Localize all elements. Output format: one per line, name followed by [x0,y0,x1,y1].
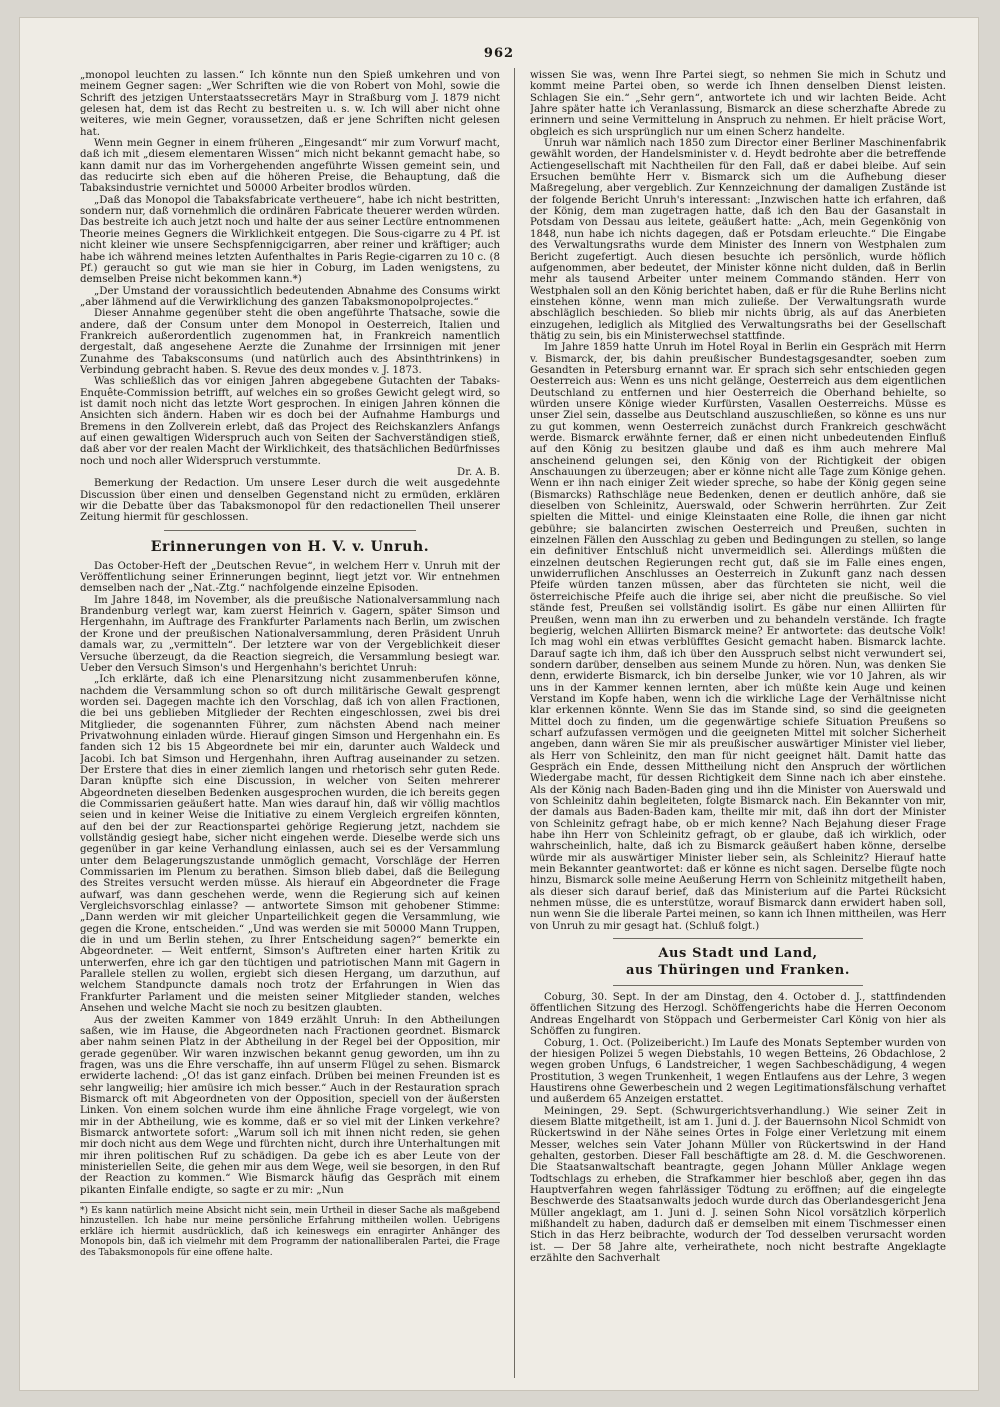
page-number: 962 [483,46,515,61]
article-title: Erinnerungen von H. V. v. Unruh. [150,538,430,555]
section-title: Aus Stadt und Land, [658,946,818,962]
paragraph: Aus der zweiten Kammer von 1849 erzählt Unruh: In den Abtheilungen saßen, wie im Hause, die Abgeordneten nach Fractionen geordnet. Bismarck aber nahm seinen Platz in der Abtheilung in der Regel bei der Opposition, mir gerade gegenüber. Wir waren inzwischen bekannt genug geworden, um ihn zu fragen, was uns die Ehre verschaffe, ihn auf unserm Flügel zu sehen. Bismarck erwiderte lachend: „O! das ist ganz einfach. Drüben bei meinen Freunden ist es sehr langweilig; hier amüsire ich mich besser.“ Auch in der Restauration sprach Bismarck oft mit Abgeordneten von der Opposition, speciell von der äußersten Linken. Von einem solchen wurde ihm eine ähnliche Frage vorgelegt, wie von mir in der Abtheilung, wie es komme, daß er so viel mit der Linken verkehre? Bismarck antwortete sofort: „Warum soll ich mit ihnen nicht reden, sie gehen mir doch nicht aus dem Wege und fürchten nicht, durch ihre Unterhaltungen mit mir ihren politischen Ruf zu schädigen. Da gebe ich es aber Leute von der ministeriellen Seite, die gehen mir aus dem Wege, weil sie besorgen, in den Ruf der Reaction zu kommen.“ Wie Bismarck häufig das Gespräch mit einem pikanten Einfalle endigte, so sagte er zu mir: „Nun [80,1014,500,1196]
signature: Dr. A. B. [457,467,500,479]
paragraph: Coburg, 1. Oct. (Polizeibericht.) Im Laufe des Monats September wurden von der hiesigen Polizei 5 wegen Diebstahls, 10 wegen Betteins, 26 Obdachlose, 2 wegen groben Unfugs, 6 Landstreicher, 1 wegen Sachbeschädigung, 4 wegen Prostitution, 3 wegen Trunkenheit, 1 wegen Entlaufens aus der Lehre, 3 wegen Haustirens ohne Gewerbeschein und 2 wegen Legitimationsfälschung verhaftet und außerdem 65 Anzeigen erstattet. [530,1037,946,1106]
paragraph: Das October-Heft der „Deutschen Revue“, in welchem Herr v. Unruh mit der Veröffentlichung seiner Erinnerungen beginnt, liegt jetzt vor. Wir entnehmen demselben nach der „Nat.-Ztg.“ nachfolgende einzelne Episoden. [80,560,500,595]
divider [613,985,863,986]
paragraph: „Daß das Monopol die Tabaksfabricate vertheuere“, habe ich nicht bestritten, sondern nur, daß vornehmlich die ordinären Fabricate theuerer werden würden. Das bestreite ich auch jetzt noch und halte der aus seiner Lectüre entnommenen Theorie meines Gegners die Wirklichkeit entgegen. Die Sous-cigarre zu 4 Pf. ist nicht kleiner wie unsere Sechspfennigcigarren, aber reiner und kräftiger; auch habe ich während meines letzten Aufenthaltes in Paris Regie-cigarren zu 10 c. (8 Pf.) geraucht so gut wie man sie hier in Coburg, im Laden wenigstens, zu demselben Preise nicht bekommen kann.*) [80,194,500,286]
newspaper-page [20,18,978,1390]
section-subtitle: aus Thüringen und Franken. [626,963,850,979]
paragraph: Im Jahre 1848, im November, als die preußische Nationalversammlung nach Brandenburg verlegt war, kam zuerst Heinrich v. Gagern, später Simson und Hergenhahn, im Auftrage des Frankfurter Parlaments nach Berlin, um zwischen der Krone und der preußischen Nationalversammlung, deren Präsident Unruh damals war, zu „vermitteln“. Der letztere war von der Vergeblichkeit dieser Versuche überzeugt, da die Reaction siegreich, die Versammlung besiegt war. Ueber den Versuch Simson's und Hergenhahn's berichtet Unruh: [80,594,500,674]
paragraph: Im Jahre 1859 hatte Unruh im Hotel Royal in Berlin ein Gespräch mit Herrn v. Bismarck, der, bis dahin preußischer Bundestagsgesandter, soeben zum Gesandten in Petersburg ernannt war. Er sprach sich sehr entschieden gegen Oesterreich aus: Wenn es uns nicht gelänge, Oesterreich aus dem eigentlichen Deutschland zu entfernen und hier Oesterreich die Oberhand behielte, so würden unsere Könige wieder Kurfürsten, Vasallen Oesterreichs. Müsse es unser Ziel sein, dasselbe aus Deutschland auszuschließen, so könne es uns nur zu gut kommen, wenn Oesterreich zunächst durch Frankreich geschwächt werde. Bismarck erwähnte ferner, daß er einen nicht unbedeutenden Einfluß auf den König zu besitzen glaube und daß es ihm auch mehrere Mal anscheinend gelungen sei, den König von der Richtigkeit der obigen Anschauungen zu überzeugen; aber er könne nicht alle Tage zum Könige gehen. Wenn er ihn nach einiger Zeit wieder spreche, so habe der König gegen seine (Bismarcks) Rathschläge neue Bedenken, denen er deutlich anhöre, daß sie dieselben von Schleinitz, Auerswald, oder Schwerin herrührten. Zur Zeit spielten die Mittel- und einige Kleinstaaten eine Rolle, die ihnen gar nicht gebühre; sie balancirten zwischen Oesterreich und Preußen, suchten in einzelnen Fällen den Ausschlag zu geben und Bedingungen zu stellen, so lange ein definitiver Entschluß nicht unvermeidlich sei. Allerdings müßten die einzelnen deutschen Regierungen recht gut, daß sie im Falle eines engen, unwiderruflichen Anschlusses an Oesterreich in Zukunft ganz nach dessen Pfeife würden tanzen müssen, aber das fürchteten sie nicht, weil die österreichische Pfeife auch die ihrige sei, aber nicht die preußische. So viel stände fest, Preußen sei vollständig isolirt. Es gäbe nur einen Alliirten für Preußen, wenn man ihn zu erwerben und zu behandeln verstände. Ich fragte begierig, welchen Alliirten Bismarck meine? Er antwortete: das deutsche Volk! Ich mag wohl ein etwas verblüfftes Gesicht gemacht haben. Bismarck lachte. Darauf sagte ich ihm, daß ich über den Ausspruch selbst nicht verwundert sei, sondern darüber, denselben aus seinem Munde zu hören. Nun, was denken Sie denn, erwiderte Bismarck, ich bin derselbe Junker, wie vor 10 Jahren, als wir uns in der Kammer kennen lernten, aber ich müßte kein Auge und keinen Verstand im Kopfe haben, wenn ich die wirkliche Lage der Verhältnisse nicht klar erkennen könnte. Wenn Sie das im Stande sind, so sind die geeigneten Mittel doch zu finden, um die gegenwärtige schiefe Situation Preußens so scharf aufzufassen vermögen und die geeigneten Mittel mit solcher Sicherheit angeben, dann wären Sie mir als preußischer auswärtiger Minister viel lieber, als Herr von Schleinitz, den man für nicht geeignet hält. Damit hatte das Gespräch ein Ende, dessen Mittheilung nicht den Anspruch der wörtlichen Wiedergabe macht, für dessen Richtigkeit dem Sinne nach ich aber einstehe. Als der König nach Baden-Baden ging und ihn die Minister von Auerswald und von Schleinitz dahin begleiteten, folgte Bismarck nach. Ein Bekannter von mir, der damals aus Baden-Baden kam, theilte mir mit, daß ihn dort der Minister von Schleinitz gefragt habe, ob er mich kenne? Nach Bejahung dieser Frage habe ihn Herr von Schleinitz gefragt, ob er glaube, daß ich wirklich, oder wahrscheinlich, halte, daß ich zu Bismarck geäußert haben könne, derselbe würde mir als auswärtiger Minister lieber sein, als Schleinitz? Hierauf hatte mein Bekannter geantwortet: daß er könne es nicht sagen. Derselbe fügte noch hinzu, Bismarck solle meine Aeußerung Herrn von Schleinitz mitgetheilt haben, als dieser sich darauf berief, daß das Ministerium auf die Partei Rücksicht nehmen müsse, die es unterstütze, worauf Bismarck dann erwidert haben soll, nun wenn Sie die liberale Partei meinen, so kann ich Ihnen mittheilen, was Herr von Unruh zu mir gesagt hat. (Schluß folgt.) [530,342,946,932]
paragraph: „Ich erklärte, daß ich eine Plenarsitzung nicht zusammenberufen könne, nachdem die Versammlung schon so oft durch militärische Gewalt gesprengt worden sei. Dagegen machte ich den Vorschlag, daß ich von allen Fractionen, die bei uns geblieben Mitglieder der Rechten eingeschlossen, zwei bis drei Mitglieder, die sogenannten Führer, zum nächsten Abend nach meiner Privatwohnung einladen würde. Hierauf gingen Simson und Hergenhahn ein. Es fanden sich 12 bis 15 Abgeordnete bei mir ein, darunter auch Waldeck und Jacobi. Ich bat Simson und Hergenhahn, ihren Auftrag auseinander zu setzen. Der Erstere that dies in einer ziemlich langen und rhetorisch sehr guten Rede. Daran knüpfte sich eine Discussion, in welcher von Seiten mehrerer Abgeordneten dieselben Bedenken ausgesprochen wurden, die ich bereits gegen die Commissarien geäußert hatte. Man wies darauf hin, daß wir völlig machtlos seien und in keiner Weise die Initiative zu einem Vergleich ergreifen könnten, auf den bei der zur Reactionspartei gehörige Regierung jetzt, nachdem sie vollständig gesiegt habe, sicher nicht eingehen werde. Dieselbe werde sich uns gegenüber in gar keine Verhandlung einlassen, auch sei es der Versammlung unter dem Belagerungszustande unmöglich gemacht, Vorschläge der Herren Commissarien im Plenum zu berathen. Simson blieb dabei, daß die Beilegung des Streites versucht werden müsse. Als hierauf ein Abgeordneter die Frage aufwarf, was dann geschehen werde, wenn die Regierung sich auf keinen Vergleichsvorschlag einlasse? — antwortete Simson mit gehobener Stimme: „Dann werden wir mit gleicher Unparteilichkeit gegen die Versammlung, wie gegen die Krone, entscheiden.“ „Und was werden sie mit 50000 Mann Truppen, die in und um Berlin stehen, zu Ihrer Entscheidung sagen?“ bemerkte ein Abgeordneter. — Weit entfernt, Simson's Auftreten einer harten Kritik zu unterwerfen, ehre ich gar den tüchtigen und patriotischen Mann mit Gagern in Parallele stellen zu wollen, ergiebt sich diesen Hergang, um darzuthun, auf welchem Standpuncte damals noch trotz der Erfahrungen in Wien das Frankfurter Parlament und die meisten seiner Mitglieder standen, welches Ansehen und welche Macht sie noch zu besitzen glaubten. [80,674,500,1015]
paragraph: Wenn mein Gegner in einem früheren „Eingesandt“ mir zum Vorwurf macht, daß ich mit „diesem elementaren Wissen“ mich nicht bekannt gemacht habe, so kann damit nur das im Vorhergehenden angeführte Wissen gemeint sein, und das reducirte sich eben auf die höheren Preise, die Behauptung, daß die Tabaksindustrie vernichtet und 50000 Arbeiter brodlos würden. [80,138,500,195]
paragraph: „monopol leuchten zu lassen.“ Ich könnte nun den Spieß umkehren und von meinem Gegner sagen: „Wer Schriften wie die von Robert von Mohl, sowie die Schrift des jetzigen Unterstaatssecretärs Mayr in Straßburg vom J. 1879 nicht gelesen hat, dem ist das Recht zu bestreiten u. s. w. Ich will aber nicht ohne weiteres, wie mein Gegner, voraussetzen, daß er jene Schriften nicht gelesen hat. [80,70,500,138]
paragraph: Coburg, 30. Sept. In der am Dinstag, den 4. October d. J., stattfindenden öffentlichen Sitzung des Herzogl. Schöffengerichts habe die Herren Oeconom Andreas Engelhardt von Stöppach und Gerbermeister Carl König von hier als Schöffen zu fungiren. [530,992,946,1038]
footnote [80,1202,500,1258]
divider [164,530,416,531]
editorial-note: Bemerkung der Redaction. Um unsere Leser durch die weit ausgedehnte Discussion über einen und denselben Gegenstand nicht zu ermüden, erklären wir die Debatte über das Tabaksmonopol für den redactionellen Theil unserer Zeitung hiermit für geschlossen. [80,478,500,524]
paragraph: Unruh war nämlich nach 1850 zum Director einer Berliner Maschinenfabrik gewählt worden, der Handelsminister v. d. Heydt bedrohte aber die betreffende Actiengesellschaft mit Nachtheilen für den Fall, daß er dabei bleibe. Auf sein Ersuchen bemühte Herr v. Bismarck sich um die Aufhebung dieser Maßregelung, aber vergeblich. Zur Kennzeichnung der damaligen Zustände ist der folgende Bericht Unruh's interessant: „Inzwischen hatte ich erfahren, daß der König, dem man zugetragen hatte, daß ich den Bau der Gasanstalt in Potsdam von Dessau aus leitete, geäußert hatte: „Ach, mein Gegenkönig von 1848, nun habe ich nichts dagegen, daß er Potsdam erleuchte.“ Die Eingabe des Verwaltungsraths wurde dem Minister des Innern von Westphalen zum Bericht zugefertigt. Auch diesen besuchte ich persönlich, wurde höflich aufgenommen, aber bedeutet, der Minister könne nicht dulden, daß in Berlin mehr als tausend Arbeiter unter meinem Commando ständen. Herr von Westphalen soll an den König berichtet haben, daß er für die Ruhe Berlins nicht einstehen könne, wenn man mich zuließe. Der Verwaltungsrath wurde abschläglich beschieden. So blieb mir nichts übrig, als auf das Anerbieten einzugehen, lediglich als Mitglied des Verwaltungsraths bei der Gesellschaft thätig zu sein, bis ein Ministerwechsel stattfinde. [530,138,946,342]
paragraph: Was schließlich das vor einigen Jahren abgegebene Gutachten der Tabaks-Enquête-Commission betrifft, auf welches ein so großes Gewicht gelegt wird, so ist damit noch nicht das letzte Wort gesprochen. In einigen Jahren können die Ansichten sich ändern. Haben wir es doch bei der Aufnahme Hamburgs und Bremens in den Zollverein erlebt, daß das Project des Reichskanzlers Anfangs auf einen gewaltigen Widerspruch auch von Seiten der Sachverständigen stieß, daß aber vor der realen Macht der Wirklichkeit, des thatsächlichen Bedürfnisses noch und noch aller Widerspruch verstummte. [80,376,500,467]
footnote-text: *) Es kann natürlich meine Absicht nicht sein, mein Urtheil in dieser Sache als maßgebend hinzustellen. Ich habe nur meine persönliche Erfahrung mittheilen wollen. Uebrigens erkläre ich hiermit ausdrücklich, daß ich keineswegs ein enragirter Anhänger des Monopols bin, daß ich vielmehr mit dem Programm der nationalliberalen Partei, die Frage des Tabaksmonopols für eine offene halte. [80,1206,500,1258]
divider [613,938,863,939]
paragraph: „Der Umstand der voraussichtlich bedeutenden Abnahme des Consums wirkt „aber lähmend auf die Verwirklichung des ganzen Tabaksmonopolprojectes.“ [80,285,500,308]
paragraph: wissen Sie was, wenn Ihre Partei siegt, so nehmen Sie mich in Schutz und kommt meine Partei oben, so werde ich Ihnen denselben Dienst leisten. Schlagen Sie ein.“ „Sehr gern“, antwortete ich und wir lachten Beide. Acht Jahre später hatte ich Veranlassung, Bismarck an diese scherzhafte Abrede zu erinnern und seine Vermittelung in Anspruch zu nehmen. Er hielt präcise Wort, obgleich es sich ursprünglich nur um einen Scherz handelte. [530,70,946,138]
column-divider [514,68,515,1378]
right-column [530,70,946,1370]
paragraph: Dieser Annahme gegenüber steht die oben angeführte Thatsache, sowie die andere, daß der Consum unter dem Monopol in Oesterreich, Italien und Frankreich außerordentlich zugenommen hat, in Frankreich namentlich dergestalt, daß angesehene Aerzte die Zunahme der Irrsinnigen mit jener Zunahme des Tabaksconsums (und natürlich auch des Absinthtrinkens) in Verbindung gebracht haben. S. Revue des deux mondes v. J. 1873. [80,308,500,376]
left-column [80,70,500,1370]
paragraph: Meiningen, 29. Sept. (Schwurgerichtsverhandlung.) Wie seiner Zeit in diesem Blatte mitgetheilt, ist am 1. Juni d. J. der Bauernsohn Nicol Schmidt von Rückertswind in der Nähe seines Ortes in Folge einer Verletzung mit einem Messer, welches sein Vater Johann Müller von Rückertswind in der Hand gehalten, gestorben. Dieser Fall beschäftigte am 28. d. M. die Geschworenen. Die Staatsanwaltschaft beantragte, gegen Johann Müller Anklage wegen Todtschlags zu erheben, die Strafkammer hier beschloß aber, gegen ihn das Hauptverfahren wegen fahrlässiger Tödtung zu eröffnen; auf die eingelegte Beschwerde des Staatsanwalts jedoch wurde durch das Oberlandesgericht Jena Müller angeklagt, am 1. Juni d. J. seinen Sohn Nicol vorsätzlich körperlich mißhandelt zu haben, dadurch daß er demselben mit einem Tischmesser einen Stich in das Herz beibrachte, wodurch der Tod desselben verursacht worden ist. — Der 58 Jahre alte, verheirathete, noch nicht bestrafte Angeklagte erzählte den Sachverhalt [530,1105,946,1265]
